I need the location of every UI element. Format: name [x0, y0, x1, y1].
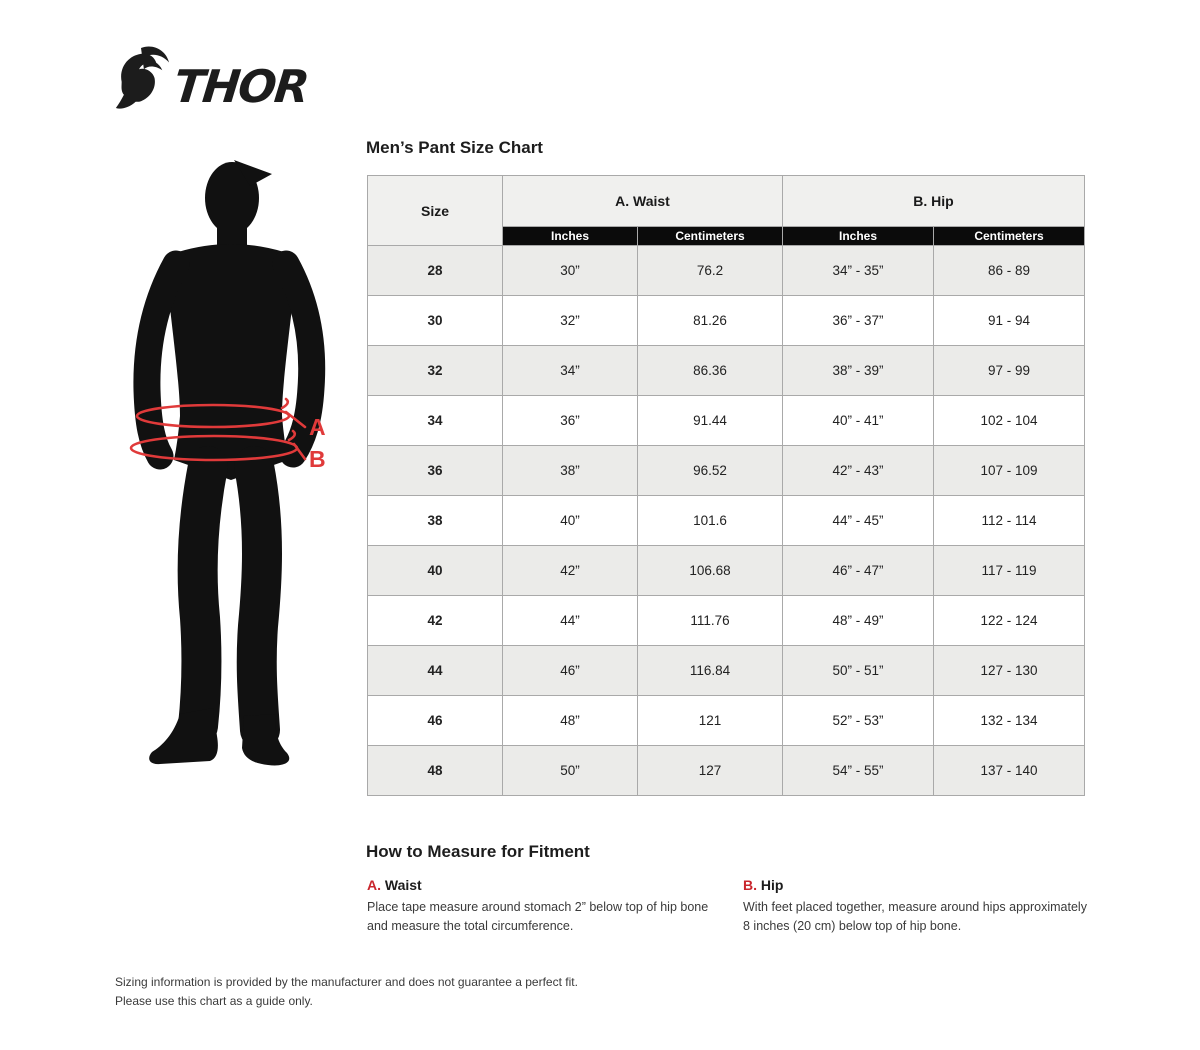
disclaimer — [115, 973, 578, 1011]
waist-inches-cell: 40” — [503, 496, 638, 546]
hip-centimeters-header: Centimeters — [934, 227, 1085, 246]
hip-instructions — [743, 877, 1095, 937]
hip-heading-label: Hip — [757, 877, 784, 893]
waist-cm-cell: 106.68 — [638, 546, 783, 596]
hip-inches-cell: 48” - 49” — [783, 596, 934, 646]
waist-instructions-heading — [367, 877, 719, 893]
waist-cm-cell: 91.44 — [638, 396, 783, 446]
hip-letter-prefix: B. — [743, 877, 757, 893]
waist-inches-cell: 34” — [503, 346, 638, 396]
waist-cm-cell: 96.52 — [638, 446, 783, 496]
table-row — [368, 296, 1085, 346]
hip-inches-cell: 54” - 55” — [783, 746, 934, 796]
table-row — [368, 596, 1085, 646]
waist-inches-cell: 38” — [503, 446, 638, 496]
size-chart-title: Men’s Pant Size Chart — [366, 138, 543, 157]
waist-centimeters-header: Centimeters — [638, 227, 783, 246]
waist-inches-cell: 44” — [503, 596, 638, 646]
hip-inches-cell: 40” - 41” — [783, 396, 934, 446]
table-row — [368, 246, 1085, 296]
hip-cm-cell: 107 - 109 — [934, 446, 1085, 496]
table-row — [368, 396, 1085, 446]
waist-cm-cell: 76.2 — [638, 246, 783, 296]
size-table — [367, 175, 1085, 796]
size-column-header: Size — [368, 176, 503, 246]
size-table-body — [368, 246, 1085, 796]
waist-inches-cell: 32” — [503, 296, 638, 346]
size-cell: 30 — [368, 296, 503, 346]
waist-inches-header: Inches — [503, 227, 638, 246]
waist-inches-cell: 36” — [503, 396, 638, 446]
waist-label-a: A — [309, 414, 326, 440]
table-row — [368, 646, 1085, 696]
size-cell: 36 — [368, 446, 503, 496]
hip-inches-cell: 42” - 43” — [783, 446, 934, 496]
hip-inches-cell: 50” - 51” — [783, 646, 934, 696]
hip-cm-cell: 132 - 134 — [934, 696, 1085, 746]
waist-cm-cell: 111.76 — [638, 596, 783, 646]
size-cell: 28 — [368, 246, 503, 296]
size-cell: 38 — [368, 496, 503, 546]
size-cell: 44 — [368, 646, 503, 696]
table-row — [368, 696, 1085, 746]
hip-inches-cell: 52” - 53” — [783, 696, 934, 746]
waist-cm-cell: 101.6 — [638, 496, 783, 546]
disclaimer-line-2: Please use this chart as a guide only. — [115, 994, 313, 1009]
hip-inches-cell: 44” - 45” — [783, 496, 934, 546]
disclaimer-line-1: Sizing information is provided by the manufacturer and does not guarantee a perfect fit. — [115, 975, 578, 989]
hip-inches-cell: 38” - 39” — [783, 346, 934, 396]
table-row — [368, 496, 1085, 546]
hip-cm-cell: 91 - 94 — [934, 296, 1085, 346]
size-table-container — [367, 175, 1085, 796]
hip-cm-cell: 97 - 99 — [934, 346, 1085, 396]
hip-cm-cell: 117 - 119 — [934, 546, 1085, 596]
size-cell: 48 — [368, 746, 503, 796]
hip-inches-cell: 34” - 35” — [783, 246, 934, 296]
hip-label-b: B — [309, 446, 326, 472]
hip-cm-cell: 112 - 114 — [934, 496, 1085, 546]
waist-heading-label: Waist — [381, 877, 422, 893]
hip-inches-cell: 46” - 47” — [783, 546, 934, 596]
waist-cm-cell: 86.36 — [638, 346, 783, 396]
waist-inches-cell: 50” — [503, 746, 638, 796]
hip-instructions-heading — [743, 877, 1095, 893]
waist-inches-cell: 30” — [503, 246, 638, 296]
waist-cm-cell: 81.26 — [638, 296, 783, 346]
silhouette-body — [147, 160, 312, 765]
table-row — [368, 746, 1085, 796]
size-cell: 34 — [368, 396, 503, 446]
male-silhouette — [116, 148, 356, 770]
table-row — [368, 446, 1085, 496]
waist-cm-cell: 121 — [638, 696, 783, 746]
waist-measure-hook — [282, 399, 288, 408]
waist-cm-cell: 127 — [638, 746, 783, 796]
brand-wordmark: THOR — [171, 60, 311, 113]
waist-instructions-text: Place tape measure around stomach 2” below top of hip bone and measure the total circumference. — [367, 900, 709, 934]
thor-logo — [112, 44, 311, 113]
hip-group-header: B. Hip — [783, 176, 1085, 227]
thor-goat-icon — [112, 44, 170, 112]
waist-inches-cell: 46” — [503, 646, 638, 696]
hip-instructions-text: With feet placed together, measure around hips approximately 8 inches (20 cm) below top of hip bone. — [743, 900, 1087, 934]
size-cell: 32 — [368, 346, 503, 396]
waist-inches-cell: 48” — [503, 696, 638, 746]
hip-inches-cell: 36” - 37” — [783, 296, 934, 346]
hip-inches-header: Inches — [783, 227, 934, 246]
size-cell: 42 — [368, 596, 503, 646]
size-cell: 46 — [368, 696, 503, 746]
waist-inches-cell: 42” — [503, 546, 638, 596]
hip-cm-cell: 127 - 130 — [934, 646, 1085, 696]
hip-cm-cell: 86 - 89 — [934, 246, 1085, 296]
howto-title: How to Measure for Fitment — [366, 842, 590, 861]
table-row — [368, 346, 1085, 396]
table-row — [368, 546, 1085, 596]
waist-instructions — [367, 877, 719, 937]
waist-group-header: A. Waist — [503, 176, 783, 227]
waist-letter-prefix: A. — [367, 877, 381, 893]
hip-cm-cell: 137 - 140 — [934, 746, 1085, 796]
hip-cm-cell: 122 - 124 — [934, 596, 1085, 646]
waist-cm-cell: 116.84 — [638, 646, 783, 696]
hip-cm-cell: 102 - 104 — [934, 396, 1085, 446]
size-cell: 40 — [368, 546, 503, 596]
